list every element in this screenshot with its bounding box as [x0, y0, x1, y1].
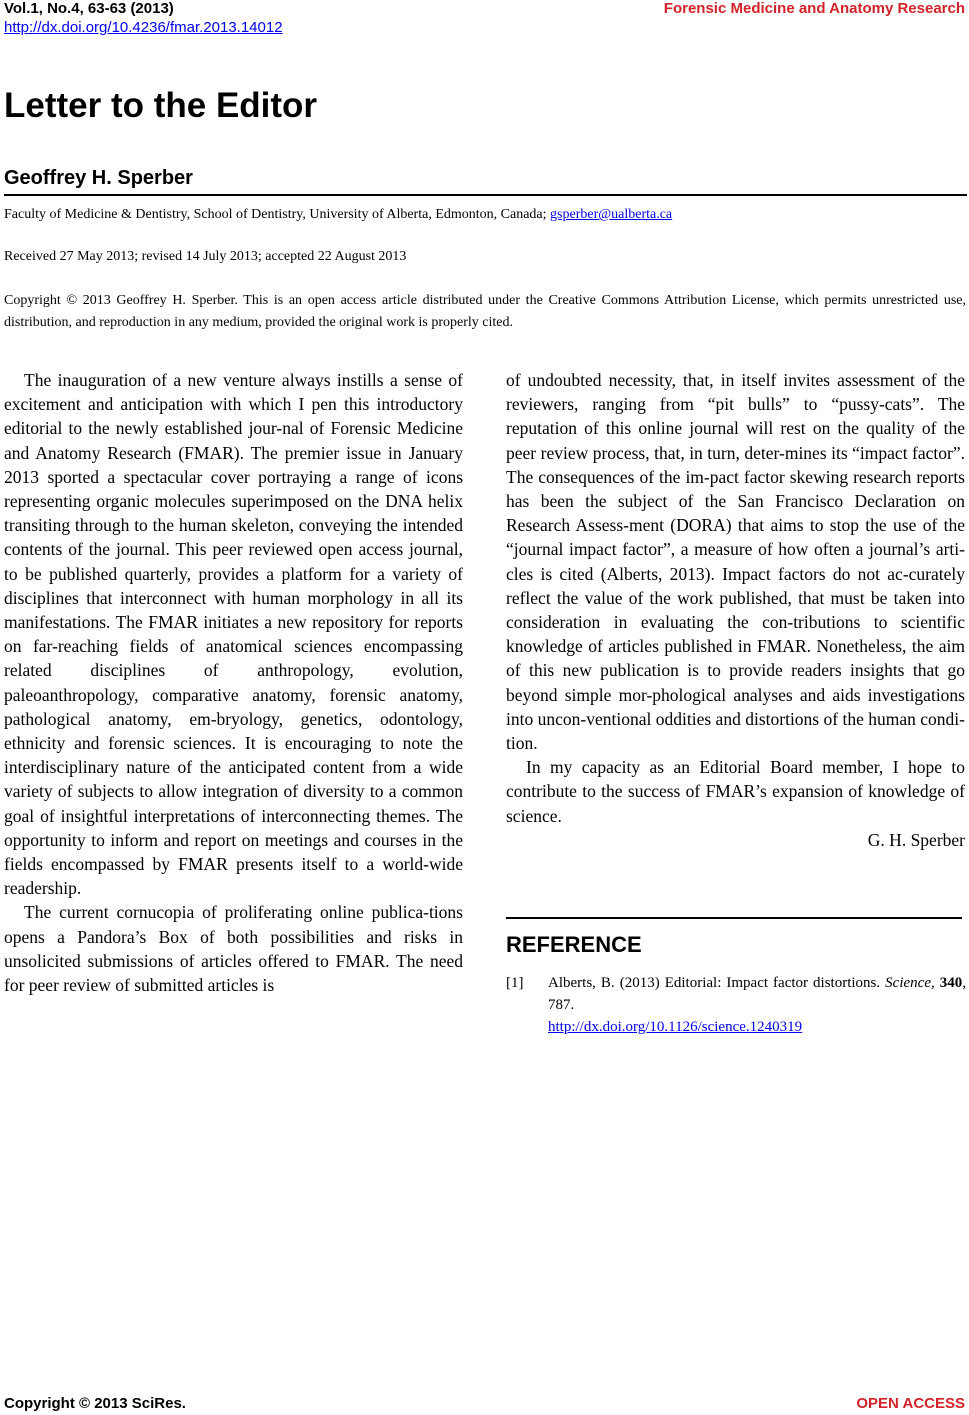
reference-separator: , — [930, 975, 940, 991]
right-column — [506, 368, 965, 852]
left-column — [4, 368, 463, 997]
author-name: Geoffrey H. Sperber — [4, 167, 193, 189]
open-access-label: OPEN ACCESS — [856, 1395, 965, 1412]
reference-divider — [506, 917, 962, 919]
doi-link[interactable]: http://dx.doi.org/10.4236/fmar.2013.14012 — [4, 19, 283, 36]
affiliation-text: Faculty of Medicine & Dentistry, School of Dentistry, University of Alberta, Edmonton, Canada; — [4, 207, 551, 222]
body-paragraph-3: In my capacity as an Editorial Board member, I hope to contribute to the success of FMAR’s expansion of knowledge of science. — [506, 757, 965, 826]
article-title: Letter to the Editor — [4, 86, 318, 125]
reference-item — [506, 972, 966, 1038]
footer-copyright: Copyright © 2013 SciRes. — [4, 1395, 186, 1412]
body-paragraph-2-continued: of undoubted necessity, that, in itself invites assessment of the reviewers, ranging from “pit bulls” to “pussy-cats”. The reputation of this online journal will rest on the quality of the peer review process, that, in turn, deter-mines its “impact factor”. The consequences of the im-pact factor skewing research reports has been the subject of the San Francisco Declaration on Research Assess-ment (DORA) that aims to stop the use of the “journal impact factor”, a measure of how often a journal’s arti-cles is cited (Alberts, 2013). Impact factors do not ac-curately reflect the value of the work published, that must be taken into consideration in evaluating the con-tributions to scientific knowledge of articles published in FMAR. Nonetheless, the aim of this new publication is to provide readers insights that go beyond simple mor-phological analyses and aids investigations into uncon-ventional oddities and distortions of the human condi-tion. — [506, 370, 965, 754]
volume-info: Vol.1, No.4, 63-63 (2013) — [4, 0, 174, 17]
reference-volume: 340 — [939, 975, 963, 991]
license-note: Copyright © 2013 Geoffrey H. Sperber. This is an open access article distributed under the Creative Commons Attribution License, which permits unrestricted use, distribution, and reproduction in any medium, provided the original work is properly cited. — [4, 293, 966, 330]
reference-number: [1] — [506, 975, 524, 991]
email-link[interactable]: gsperber@ualberta.ca — [550, 207, 673, 222]
body-paragraph-2: The current cornucopia of proliferating online publica-tions opens a Pandora’s Box of both possibilities and risks in unsolicited submissions of articles offered to FMAR. The need for peer review of submitted articles is — [4, 902, 463, 996]
reference-heading: REFERENCE — [506, 932, 642, 957]
reference-pages: , 787. — [548, 975, 967, 1013]
body-paragraph-1: The inauguration of a new venture always instills a sense of excitement and anticipation with which I pen this introductory editorial to the newly established jour-nal of Forensic Medicine and Anatomy Research (FMAR). The premier issue in January 2013 sported a spectacular cover portraying a range of icons representing organic molecules superimposed on the DNA helix transiting through to the human skeleton, conveying the intended contents of the journal. This peer reviewed open access journal, to be published quarterly, provides a platform for a variety of disciplines that interconnect with human morphology in all its manifestations. The FMAR initiates a new repository for reports on far-reaching fields of anatomical sciences encompassing related disciplines of anthropology, evolution, paleoanthropology, comparative anatomy, forensic anatomy, pathological anatomy, em-bryology, genetics, odontology, ethnicity and forensic sciences. It is encouraging to note the interdisciplinary nature of the anticipated content from a wide variety of subjects to allow integration of diversity to a common goal of insightful interpretations of interconnecting themes. The opportunity to inform and report on meetings and courses in the fields encompassed by FMAR presents itself to a world-wide readership. — [4, 370, 463, 899]
received-dates: Received 27 May 2013; revised 14 July 2013; accepted 22 August 2013 — [4, 249, 407, 264]
journal-name: Forensic Medicine and Anatomy Research — [663, 0, 965, 17]
author-divider — [4, 194, 967, 196]
reference-authors: Alberts, B. (2013) Editorial: Impact factor distortions. — [548, 975, 886, 991]
affiliation — [4, 207, 672, 223]
reference-doi-link[interactable]: http://dx.doi.org/10.1126/science.1240319 — [548, 1019, 803, 1035]
reference-citation — [548, 972, 966, 1038]
signature: G. H. Sperber — [867, 829, 965, 850]
reference-journal: Science — [885, 975, 931, 991]
